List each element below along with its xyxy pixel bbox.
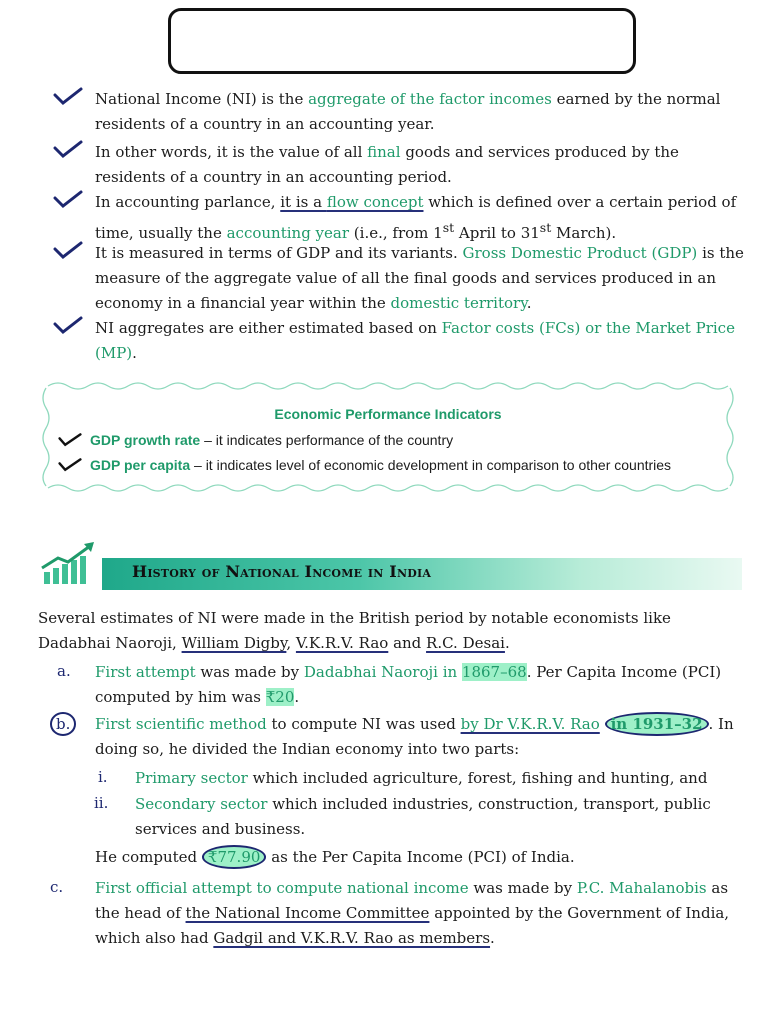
- section-header: [40, 540, 740, 590]
- list-marker: i.: [98, 768, 108, 786]
- list-marker: b.: [50, 712, 76, 736]
- blank-title-box: [168, 8, 636, 74]
- history-item-official-attempt: First official attempt to compute national income was made by P.C. Mahalanobis as the head of the National Income Committee appointed by the Government of India, which also had Gadgil and V.K.R.V. Rao as members.: [95, 879, 730, 947]
- check-tick-icon: [53, 239, 83, 261]
- history-item-scientific-method: First scientific method to compute NI was used by Dr V.K.R.V. Rao in 1931–32 . In doing so, he divided the Indian economy into two parts:: [95, 712, 745, 762]
- check-tick-icon: [53, 314, 83, 336]
- list-marker: a.: [57, 662, 71, 680]
- bullet-gdp: It is measured in terms of GDP and its variants. Gross Domestic Product (GDP) is the measure of the aggregate value of all the final goods and services produced in an economy in a financial year within the domestic territory.: [95, 241, 745, 316]
- indicators-box: [38, 378, 738, 496]
- bullet-other-words: In other words, it is the value of all final goods and services produced by the residents of a country in an accounting period.: [95, 140, 745, 190]
- growth-chart-icon: [40, 540, 100, 586]
- intro-paragraph: Several estimates of NI were made in the British period by notable economists like Dadabhai Naoroji, William Digby, V.K.R.V. Rao and R.C. Desai.: [38, 609, 671, 652]
- list-marker: c.: [50, 878, 64, 896]
- bullet-accounting-parlance: In accounting parlance, it is a flow concept which is defined over a certain period of time, usually the accounting year (i.e., from 1st April to 31st March).: [95, 190, 745, 246]
- indicator-row: GDP growth rate – it indicates performance of the country: [90, 432, 453, 448]
- check-tick-icon: [58, 431, 82, 449]
- bullet-national-income: National Income (NI) is the aggregate of the factor incomes earned by the normal residents of a country in an accounting year.: [95, 87, 745, 137]
- section-heading: History of National Income in India: [132, 562, 432, 581]
- check-tick-icon: [53, 85, 83, 107]
- history-item-first-attempt: First attempt was made by Dadabhai Naoroji in 1867–68. Per Capita Income (PCI) computed by him was ₹20.: [95, 663, 722, 706]
- list-marker: ii.: [94, 794, 109, 812]
- bullet-ni-aggregates: NI aggregates are either estimated based on Factor costs (FCs) or the Market Price (MP).: [95, 316, 745, 366]
- indicators-title: Economic Performance Indicators: [274, 406, 502, 422]
- indicator-row: GDP per capita – it indicates level of economic development in comparison to other countries: [90, 457, 671, 473]
- sector-item-primary: Primary sector which included agriculture, forest, fishing and hunting, and: [135, 769, 708, 787]
- sector-item-secondary: Secondary sector which included industries, construction, transport, public services and business.: [135, 795, 711, 838]
- pci-line: He computed ₹77.90 as the Per Capita Income (PCI) of India.: [95, 845, 745, 870]
- check-tick-icon: [53, 138, 83, 160]
- check-tick-icon: [58, 456, 82, 474]
- check-tick-icon: [53, 188, 83, 210]
